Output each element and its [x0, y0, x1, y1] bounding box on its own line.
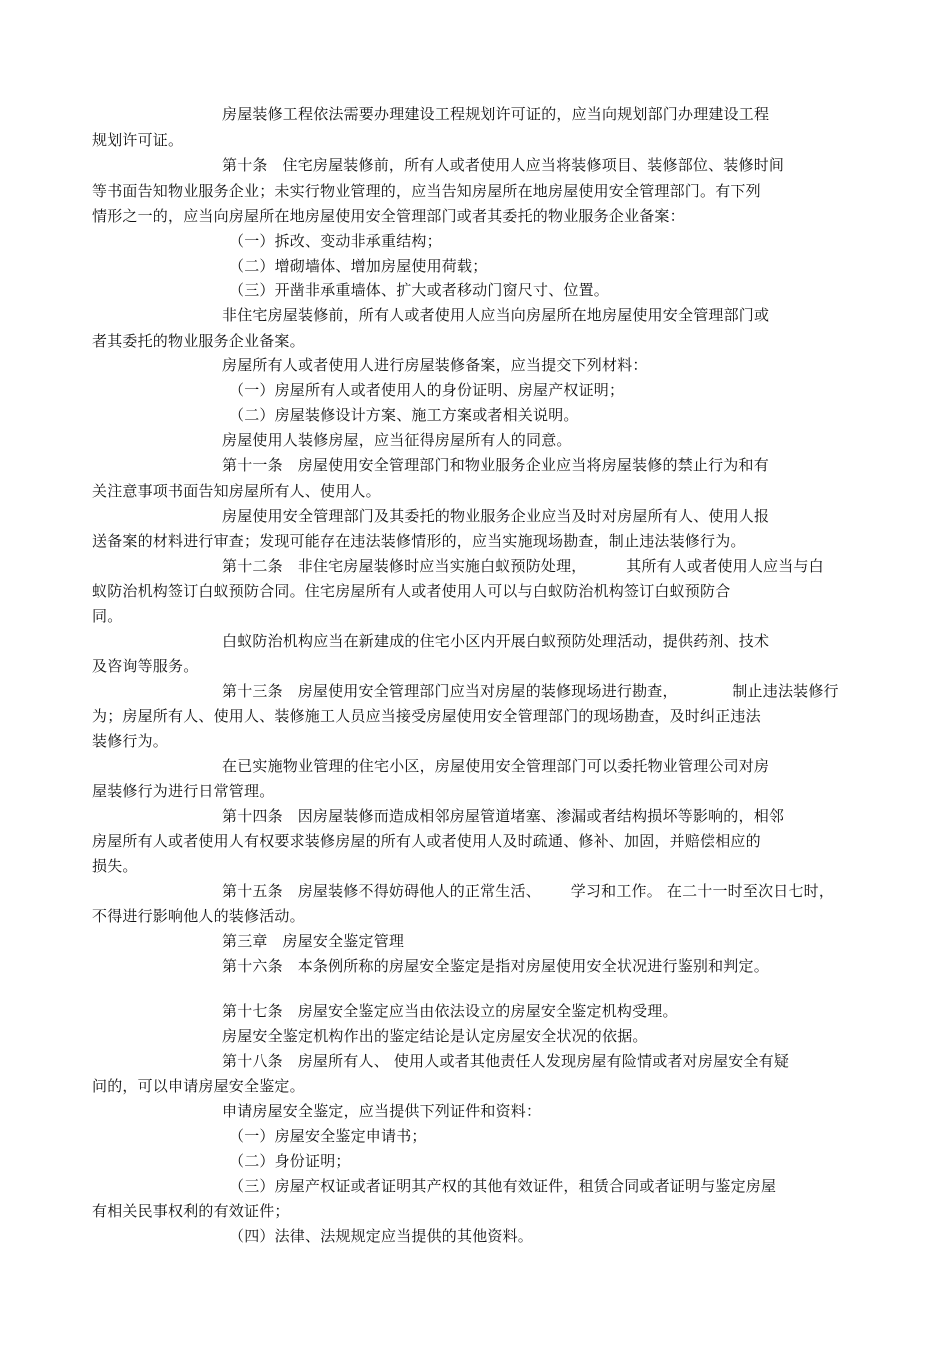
text-line: 第十六条 本条例所称的房屋安全鉴定是指对房屋使用安全状况进行鉴别和判定。 — [222, 957, 769, 975]
text-line: 房屋所有人或者使用人有权要求装修房屋的所有人或者使用人及时疏通、修补、加固，并赔偿相应的 — [92, 832, 761, 850]
text-line: 第十三条 房屋使用安全管理部门应当对房屋的装修现场进行勘查， 制止违法装修行 — [222, 682, 839, 700]
text-line: 及咨询等服务。 — [92, 657, 199, 675]
text-line: 蚁防治机构签订白蚁预防合同。住宅房屋所有人或者使用人可以与白蚁防治机构签订白蚁预防合 — [92, 582, 731, 600]
text-line: 第十二条 非住宅房屋装修时应当实施白蚁预防处理， 其所有人或者使用人应当与白 — [222, 557, 824, 575]
text-line: 第十七条 房屋安全鉴定应当由依法设立的房屋安全鉴定机构受理。 — [222, 1002, 678, 1020]
text-line: 第十一条 房屋使用安全管理部门和物业服务企业应当将房屋装修的禁止行为和有 — [222, 456, 769, 474]
text-line: 非住宅房屋装修前，所有人或者使用人应当向房屋所在地房屋使用安全管理部门或 — [222, 306, 770, 324]
text-line: 者其委托的物业服务企业备案。 — [92, 332, 305, 350]
text-line: （二）身份证明； — [229, 1152, 351, 1170]
text-line: 问的，可以申请房屋安全鉴定。 — [92, 1077, 305, 1095]
text-line: 白蚁防治机构应当在新建成的住宅小区内开展白蚁预防处理活动，提供药剂、技术 — [222, 632, 770, 650]
text-line: 第十五条 房屋装修不得妨碍他人的正常生活、 学习和工作。 在二十一时至次日七时， — [222, 882, 835, 900]
text-line: 情形之一的，应当向房屋所在地房屋使用安全管理部门或者其委托的物业服务企业备案： — [92, 207, 685, 225]
text-line: 不得进行影响他人的装修活动。 — [92, 907, 305, 925]
chapter-heading: 第三章 房屋安全鉴定管理 — [222, 932, 405, 950]
text-line: 房屋安全鉴定机构作出的鉴定结论是认定房屋安全状况的依据。 — [222, 1027, 648, 1045]
text-line: 第十条 住宅房屋装修前，所有人或者使用人应当将装修项目、装修部位、装修时间 — [222, 156, 785, 174]
text-line: 在已实施物业管理的住宅小区，房屋使用安全管理部门可以委托物业管理公司对房 — [222, 757, 770, 775]
text-line: （三）开凿非承重墙体、扩大或者移动门窗尺寸、位置。 — [229, 281, 610, 299]
text-line: 屋装修行为进行日常管理。 — [92, 782, 275, 800]
text-line: 送备案的材料进行审查；发现可能存在违法装修情形的，应当实施现场勘查，制止违法装修行为。 — [92, 532, 746, 550]
text-line: 房屋使用人装修房屋，应当征得房屋所有人的同意。 — [222, 431, 572, 449]
text-line: 装修行为。 — [92, 732, 169, 750]
text-line: （一）房屋安全鉴定申请书； — [229, 1127, 427, 1145]
text-line: 申请房屋安全鉴定，应当提供下列证件和资料： — [222, 1102, 542, 1120]
text-line: （四）法律、法规规定应当提供的其他资料。 — [229, 1227, 534, 1245]
text-line: 规划许可证。 — [92, 131, 184, 149]
text-line: 房屋装修工程依法需要办理建设工程规划许可证的，应当向规划部门办理建设工程 — [222, 105, 770, 123]
text-line: （一）房屋所有人或者使用人的身份证明、房屋产权证明； — [229, 381, 625, 399]
text-line: 关注意事项书面告知房屋所有人、使用人。 — [92, 482, 381, 500]
text-line: 为；房屋所有人、使用人、装修施工人员应当接受房屋使用安全管理部门的现场勘查，及时纠正违法 — [92, 707, 761, 725]
text-line: （二）房屋装修设计方案、施工方案或者相关说明。 — [229, 406, 579, 424]
text-line: （三）房屋产权证或者证明其产权的其他有效证件，租赁合同或者证明与鉴定房屋 — [229, 1177, 777, 1195]
text-line: 损失。 — [92, 857, 138, 875]
text-line: 有相关民事权利的有效证件； — [92, 1202, 290, 1220]
text-line: （二）增砌墙体、增加房屋使用荷载； — [229, 257, 488, 275]
text-line: 第十八条 房屋所有人、 使用人或者其他责任人发现房屋有险情或者对房屋安全有疑 — [222, 1052, 790, 1070]
text-line: 房屋使用安全管理部门及其委托的物业服务企业应当及时对房屋所有人、使用人报 — [222, 507, 770, 525]
text-line: （一）拆改、变动非承重结构； — [229, 232, 442, 250]
text-line: 房屋所有人或者使用人进行房屋装修备案，应当提交下列材料： — [222, 356, 648, 374]
text-line: 第十四条 因房屋装修而造成相邻房屋管道堵塞、渗漏或者结构损坏等影响的，相邻 — [222, 807, 785, 825]
text-line: 等书面告知物业服务企业；未实行物业管理的，应当告知房屋所在地房屋使用安全管理部门。有下列 — [92, 182, 761, 200]
text-line: 同。 — [92, 607, 123, 625]
